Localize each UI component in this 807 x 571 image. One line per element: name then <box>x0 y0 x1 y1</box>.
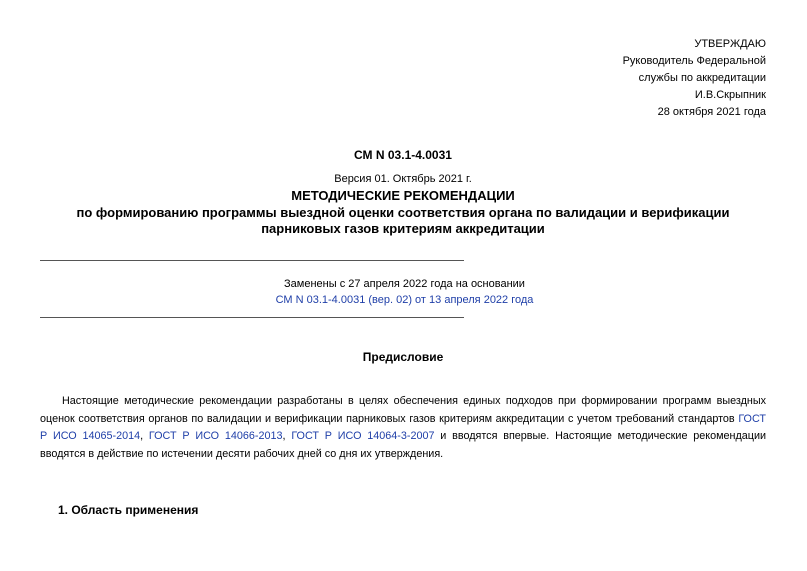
approver-position-line2: службы по аккредитации <box>638 72 766 84</box>
approval-heading: УТВЕРЖДАЮ <box>694 38 766 50</box>
approver-position-line1: Руководитель Федеральной <box>622 55 766 67</box>
subtitle-line-2: парниковых газов критериям аккредитации <box>261 221 545 236</box>
replacement-link-row <box>246 292 563 309</box>
divider-bottom <box>40 317 464 318</box>
approval-block <box>623 36 766 121</box>
preface-text-part2: и вводятся впервые. Настоящие методические рекомендации вводятся в действие по истечении десяти рабочих дней со дня их утверждения. <box>40 430 767 460</box>
subtitle-line-1: по формированию программы выездной оценки соответствия органа по валидации и верификации <box>76 205 730 220</box>
document-number: СМ N 03.1-4.0031 <box>354 148 452 162</box>
document-subtitle <box>40 205 766 237</box>
preface-paragraph <box>40 393 766 463</box>
replacement-doc-link[interactable]: СМ N 03.1-4.0031 (вер. 02) от 13 апреля 2022 года <box>275 294 534 306</box>
gost-14064-link[interactable]: ГОСТ Р ИСО 14064-3-2007 <box>291 430 435 442</box>
section-1-heading: 1. Область применения <box>58 503 199 517</box>
preface-separator-1: , <box>140 430 149 442</box>
preface-text-part1: Настоящие методические рекомендации разработаны в целях обеспечения единых подходов при формировании программ выездных оценок соответствия органов по валидации и верификации парниковых газов критериям аккредитации с учетом требований стандартов <box>40 395 766 425</box>
preface-separator-2: , <box>282 430 292 442</box>
approver-name: И.В.Скрыпник <box>694 89 766 101</box>
document-title: МЕТОДИЧЕСКИЕ РЕКОМЕНДАЦИИ <box>291 188 515 203</box>
approval-date: 28 октября 2021 года <box>657 106 766 118</box>
document-version: Версия 01. Октябрь 2021 г. <box>334 173 472 185</box>
gost-14066-link[interactable]: ГОСТ Р ИСО 14066-2013 <box>148 430 283 442</box>
divider-top <box>40 260 464 261</box>
replacement-note: Заменены с 27 апреля 2022 года на основании <box>284 278 525 290</box>
preface-heading: Предисловие <box>362 350 444 364</box>
gost-14065-link[interactable]: ГОСТ Р ИСО 14065-2014 <box>40 412 766 442</box>
